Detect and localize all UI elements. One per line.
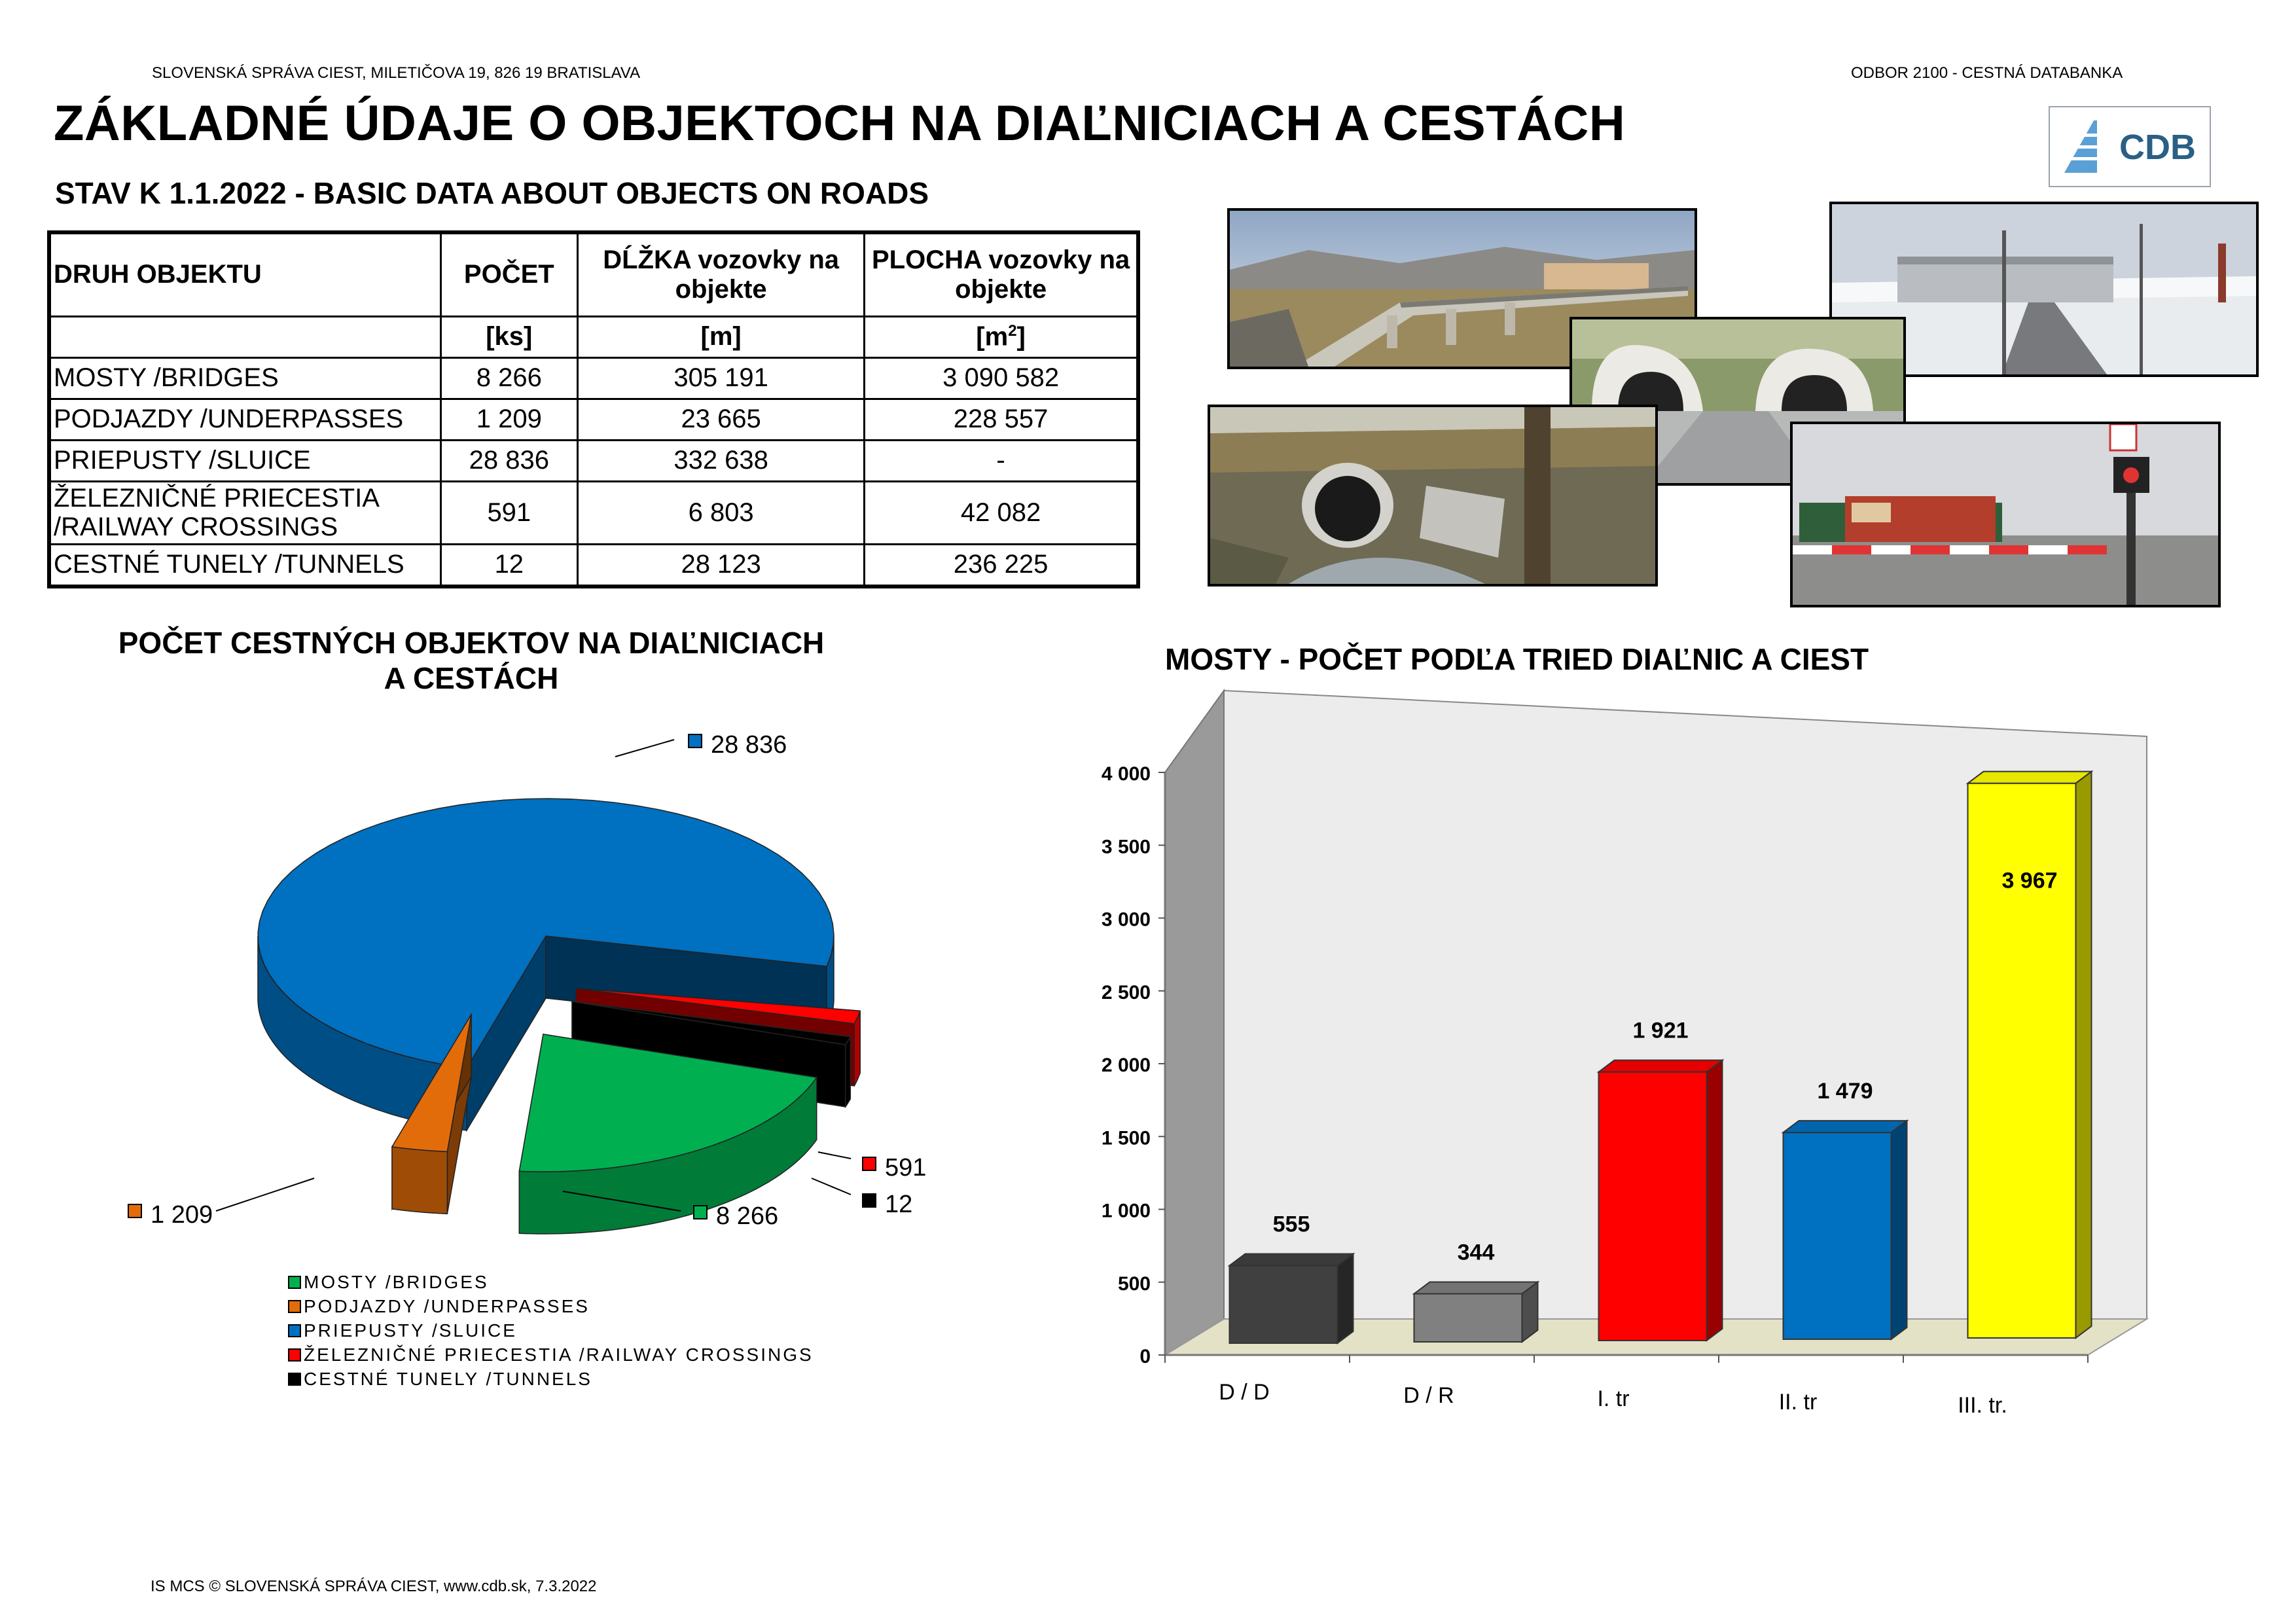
legend-swatch xyxy=(288,1373,301,1386)
unit-length: [m] xyxy=(578,316,865,357)
pie-slice-rim xyxy=(846,1037,851,1107)
y-tick-label: 1 500 xyxy=(1101,1127,1151,1149)
pie-chart-title: POČET CESTNÝCH OBJEKTOV NA DIAĽNICIACH A CESTÁCH xyxy=(118,626,825,695)
y-tick-label: 3 000 xyxy=(1101,909,1151,931)
pie-leader-line xyxy=(216,1178,314,1211)
bar-data-label: 555 xyxy=(1272,1212,1310,1237)
row-label: CESTNÉ TUNELY /TUNNELS xyxy=(49,544,440,586)
bar xyxy=(1968,772,2092,1338)
row-length: 6 803 xyxy=(578,481,865,544)
pie-label-swatch xyxy=(694,1206,707,1219)
row-area: 236 225 xyxy=(865,544,1138,586)
bar-front xyxy=(1599,1072,1707,1341)
bar xyxy=(1230,1254,1354,1343)
bar-side xyxy=(1338,1254,1354,1343)
legend-item: ŽELEZNIČNÉ PRIECESTIA /RAILWAY CROSSINGS xyxy=(288,1343,814,1367)
cdb-logo xyxy=(2049,106,2211,187)
pie-group xyxy=(258,799,860,1234)
bar-data-label: 1 921 xyxy=(1632,1018,1689,1043)
cdb-logo-text: CDB xyxy=(2119,128,2196,167)
col-header-type: DRUH OBJEKTU xyxy=(49,232,440,316)
legend-item: PODJAZDY /UNDERPASSES xyxy=(288,1294,814,1318)
bar-side xyxy=(1892,1121,1907,1339)
bar xyxy=(1784,1121,1907,1339)
y-tick-label: 500 xyxy=(1117,1272,1151,1295)
row-area: 3 090 582 xyxy=(865,357,1138,399)
row-label: PRIEPUSTY /SLUICE xyxy=(49,440,440,481)
bar xyxy=(1414,1282,1538,1342)
page-subtitle: STAV K 1.1.2022 - BASIC DATA ABOUT OBJECTS ON ROADS xyxy=(55,176,929,210)
bar-data-label: 3 967 xyxy=(2001,868,2058,893)
pie-leader-line xyxy=(812,1178,851,1195)
row-length: 23 665 xyxy=(578,399,865,440)
pie-data-label: 1 209 xyxy=(151,1201,213,1229)
pie-leader-line xyxy=(818,1152,851,1159)
bar-front xyxy=(1414,1294,1522,1342)
y-tick-label: 4 000 xyxy=(1101,763,1151,785)
row-length: 305 191 xyxy=(578,357,865,399)
org-address: SLOVENSKÁ SPRÁVA CIEST, MILETIČOVA 19, 826 19 BRATISLAVA xyxy=(152,64,641,82)
col-header-area: PLOCHA vozovky na objekte xyxy=(865,232,1138,316)
row-count: 8 266 xyxy=(440,357,578,399)
pie-slice-rim xyxy=(392,1147,447,1214)
row-label: MOSTY /BRIDGES xyxy=(49,357,440,399)
pie-legend xyxy=(288,1270,814,1391)
row-count: 1 209 xyxy=(440,399,578,440)
y-tick-label: 2 500 xyxy=(1101,981,1151,1003)
row-length: 28 123 xyxy=(578,544,865,586)
unit-area: $[m^2]$ xyxy=(865,316,1138,357)
pie-data-label: 12 xyxy=(885,1191,913,1218)
bar-top xyxy=(1784,1121,1907,1132)
x-tick-label: III. tr. xyxy=(1958,1393,2007,1418)
pie-label-swatch xyxy=(689,734,702,748)
x-tick-label: D / D xyxy=(1219,1380,1270,1405)
bar-front xyxy=(1784,1132,1892,1339)
y-tick-label: 2 000 xyxy=(1101,1055,1151,1076)
bar-front xyxy=(1230,1265,1338,1343)
pie-label-swatch xyxy=(863,1194,876,1207)
pie-data-label: 28 836 xyxy=(711,731,787,759)
table-row xyxy=(49,481,1138,544)
bar-chart-title: MOSTY - POČET PODĽA TRIED DIAĽNIC A CIEST xyxy=(1165,642,1869,676)
table-row xyxy=(49,544,1138,586)
legend-swatch xyxy=(288,1276,301,1289)
y-tick-label: 0 xyxy=(1139,1346,1151,1367)
row-area: 228 557 xyxy=(865,399,1138,440)
legend-item: MOSTY /BRIDGES xyxy=(288,1270,814,1294)
legend-swatch xyxy=(288,1300,301,1313)
page-title: ZÁKLADNÉ ÚDAJE O OBJEKTOCH NA DIAĽNICIACH A CESTÁCH xyxy=(54,96,1626,151)
table-row xyxy=(49,440,1138,481)
table-row xyxy=(49,357,1138,399)
objects-table xyxy=(47,230,1140,588)
row-length: 332 638 xyxy=(578,440,865,481)
row-count: 12 xyxy=(440,544,578,586)
pie-label-swatch xyxy=(128,1204,141,1218)
x-tick-label: D / R xyxy=(1403,1383,1454,1408)
y-tick-label: 1 000 xyxy=(1101,1200,1151,1222)
unit-count: [ks] xyxy=(440,316,578,357)
x-tick-label: II. tr xyxy=(1778,1390,1818,1415)
unit-type xyxy=(49,316,440,357)
bar-top xyxy=(1599,1060,1723,1072)
row-area: - xyxy=(865,440,1138,481)
chart-side-wall xyxy=(1165,691,1224,1355)
department-label: ODBOR 2100 - CESTNÁ DATABANKA xyxy=(1851,64,2123,82)
sluice-photo xyxy=(1208,405,1658,586)
bar-data-label: 1 479 xyxy=(1817,1079,1873,1104)
pie-leader-line xyxy=(615,740,674,757)
bar-chart xyxy=(1047,681,2265,1466)
bar-top xyxy=(1968,772,2092,784)
col-header-count: POČET xyxy=(440,232,578,316)
legend-item: PRIEPUSTY /SLUICE xyxy=(288,1318,814,1343)
x-tick-label: I. tr xyxy=(1597,1386,1630,1411)
row-label: PODJAZDY /UNDERPASSES xyxy=(49,399,440,440)
table-row xyxy=(49,399,1138,440)
bar-top xyxy=(1414,1282,1538,1294)
row-label: ŽELEZNIČNÉ PRIECESTIA /RAILWAY CROSSINGS xyxy=(49,481,440,544)
pie-label-swatch xyxy=(863,1157,876,1170)
row-area: 42 082 xyxy=(865,481,1138,544)
y-tick-label: 3 500 xyxy=(1101,836,1151,858)
bar-data-label: 344 xyxy=(1457,1240,1495,1265)
footer-text: IS MCS © SLOVENSKÁ SPRÁVA CIEST, www.cdb.sk, 7.3.2022 xyxy=(151,1578,597,1595)
legend-swatch xyxy=(288,1348,301,1362)
legend-swatch xyxy=(288,1324,301,1337)
legend-item: CESTNÉ TUNELY /TUNNELS xyxy=(288,1367,814,1391)
bar-side xyxy=(1707,1060,1723,1341)
bar-top xyxy=(1230,1254,1354,1265)
pie-data-label: 8 266 xyxy=(716,1202,779,1230)
pie-data-label: 591 xyxy=(885,1154,927,1182)
pie-chart xyxy=(0,707,1021,1283)
bar-side xyxy=(2076,772,2092,1338)
railway-crossing-photo xyxy=(1790,422,2221,607)
row-count: 591 xyxy=(440,481,578,544)
col-header-length: DĹŽKA vozovky na objekte xyxy=(578,232,865,316)
row-count: 28 836 xyxy=(440,440,578,481)
bar-front xyxy=(1968,784,2076,1338)
bar xyxy=(1599,1060,1723,1341)
cdb-logo-icon xyxy=(2058,114,2123,179)
